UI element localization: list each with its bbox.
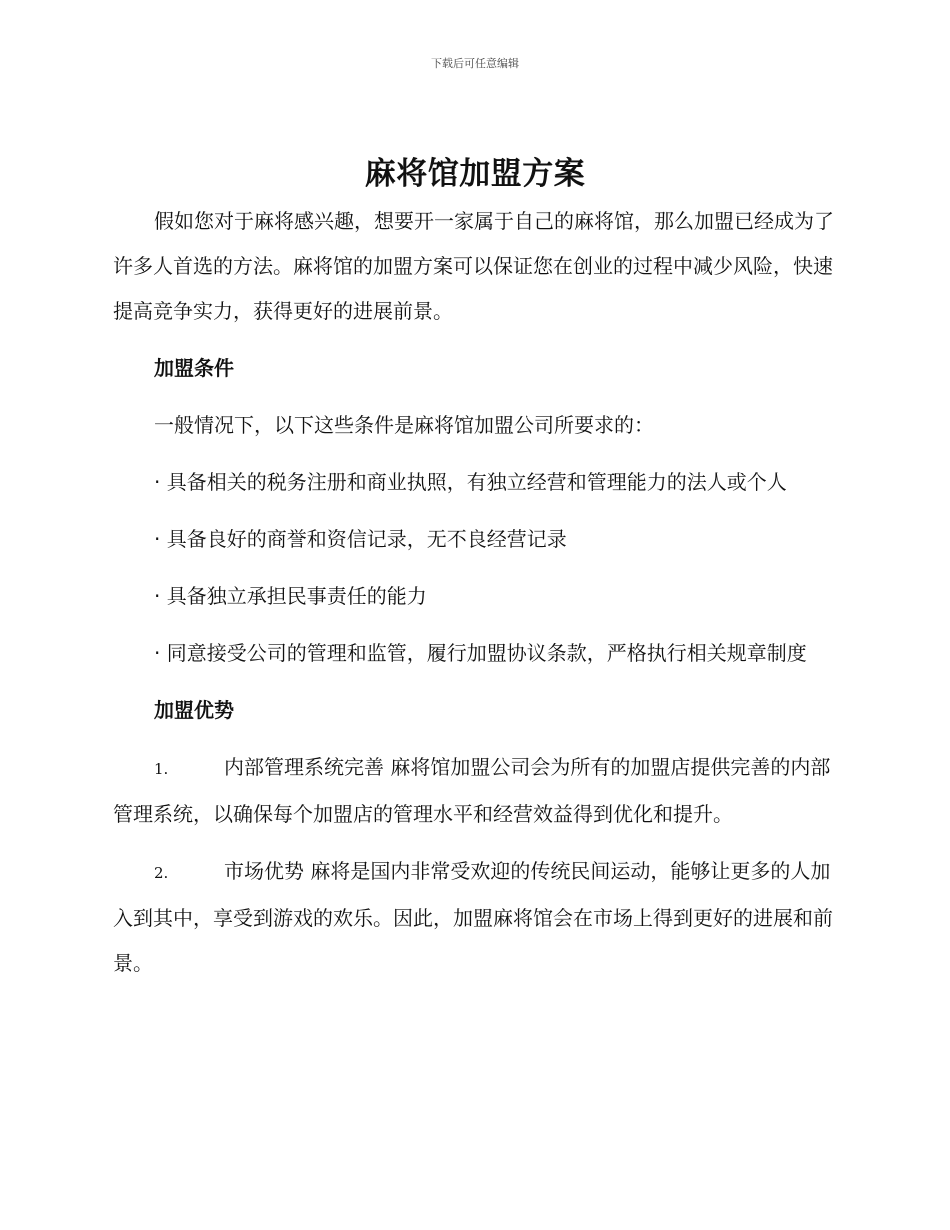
advantage-item (113, 745, 840, 837)
section-heading-advantages: 加盟优势 (154, 698, 234, 722)
advantage-item (113, 849, 840, 986)
condition-bullet: · 具备良好的商誉和资信记录，无不良经营记录 (154, 527, 567, 551)
advantage-text: 内部管理系统完善 麻将馆加盟公司会为所有的加盟店提供完善的内部管理系统，以确保每个加盟店的管理水平和经营效益得到优化和提升。 (113, 755, 831, 826)
advantage-number: 2. (154, 864, 169, 882)
condition-bullet: · 具备相关的税务注册和商业执照，有独立经营和管理能力的法人或个人 (154, 470, 787, 494)
condition-bullet: · 同意接受公司的管理和监管，履行加盟协议条款，严格执行相关规章制度 (154, 641, 807, 665)
document-title: 麻将馆加盟方案 (364, 156, 586, 192)
header-note: 下载后可任意编辑 (431, 57, 519, 70)
document-body (113, 199, 840, 998)
advantage-text: 市场优势 麻将是国内非常受欢迎的传统民间运动，能够让更多的人加入到其中，享受到游戏的欢乐。因此，加盟麻将馆会在市场上得到更好的进展和前景。 (113, 859, 833, 975)
section-heading-conditions: 加盟条件 (154, 356, 234, 380)
intro-paragraph: 假如您对于麻将感兴趣，想要开一家属于自己的麻将馆，那么加盟已经成为了许多人首选的方法。麻将馆的加盟方案可以保证您在创业的过程中减少风险，快速提高竞争实力，获得更好的进展前景。 (113, 209, 834, 323)
conditions-lead: 一般情况下，以下这些条件是麻将馆加盟公司所要求的： (154, 413, 654, 437)
advantage-number: 1. (154, 760, 169, 778)
condition-bullet: · 具备独立承担民事责任的能力 (154, 584, 427, 608)
